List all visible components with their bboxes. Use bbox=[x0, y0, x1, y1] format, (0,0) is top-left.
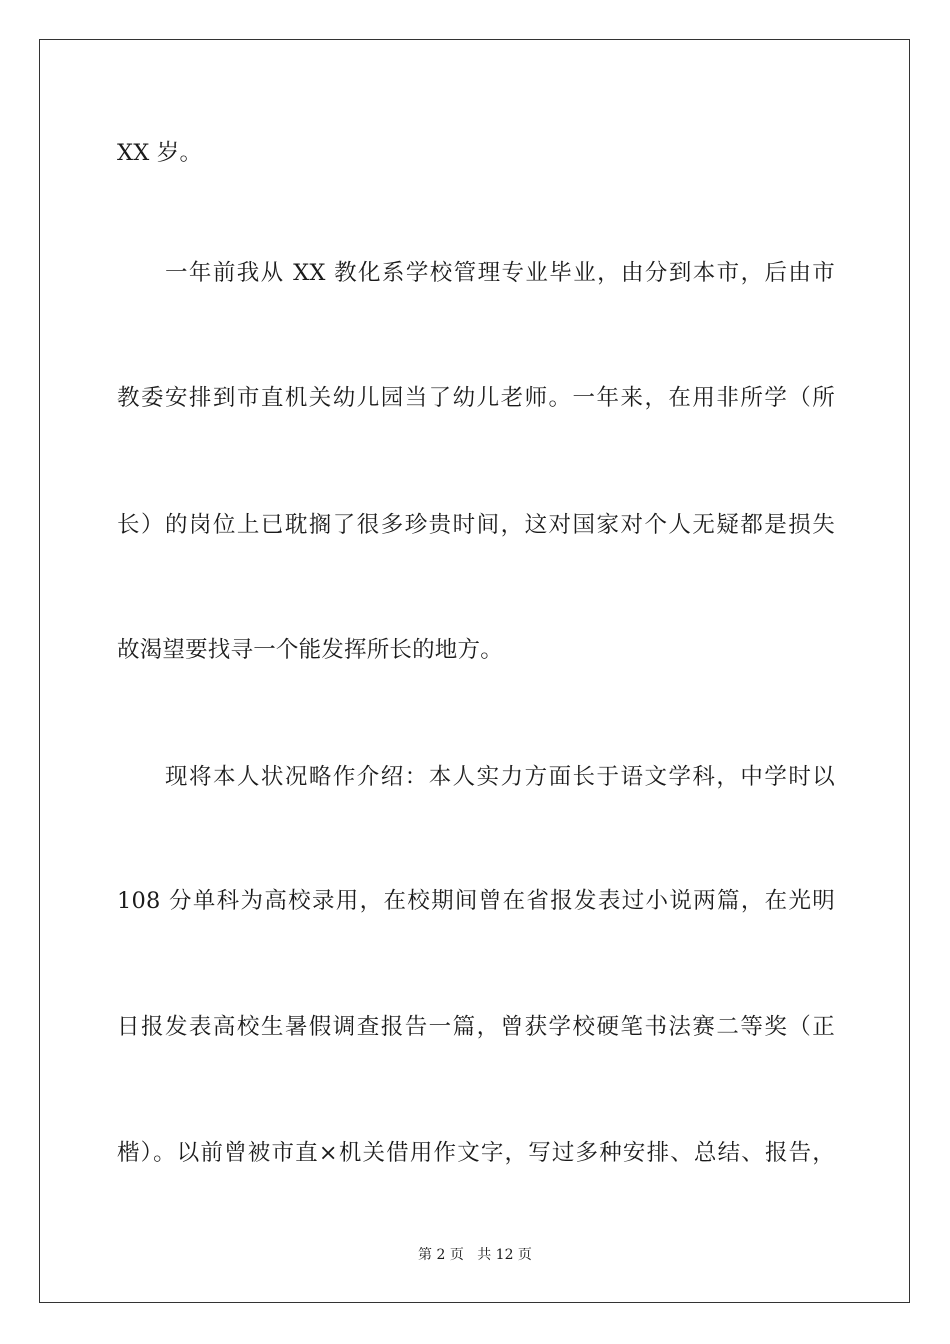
text-line-8: 日报发表高校生暑假调查报告一篇，曾获学校硬笔书法赛二等奖（正 bbox=[117, 1014, 835, 1040]
page-total: 共 12 页 bbox=[477, 1247, 532, 1263]
text-line-5: 故渴望要找寻一个能发挥所长的地方。 bbox=[117, 637, 503, 663]
text-line-1: XX 岁。 bbox=[117, 140, 203, 166]
text-line-2: 一年前我从 XX 教化系学校管理专业毕业，由分到本市，后由市 bbox=[165, 260, 835, 286]
page-footer bbox=[0, 1246, 950, 1264]
text-line-6: 现将本人状况略作介绍：本人实力方面长于语文学科，中学时以 bbox=[165, 764, 835, 790]
page-border bbox=[39, 39, 910, 1303]
text-line-4: 长）的岗位上已耽搁了很多珍贵时间，这对国家对个人无疑都是损失 bbox=[117, 512, 835, 538]
text-line-3: 教委安排到市直机关幼儿园当了幼儿老师。一年来，在用非所学（所 bbox=[117, 385, 835, 411]
page-number: 第 2 页 bbox=[418, 1247, 464, 1263]
text-line-9: 楷）。以前曾被市直×机关借用作文字，写过多种安排、总结、报告， bbox=[117, 1140, 835, 1166]
text-line-7: 108 分单科为高校录用，在校期间曾在省报发表过小说两篇，在光明 bbox=[117, 888, 835, 914]
